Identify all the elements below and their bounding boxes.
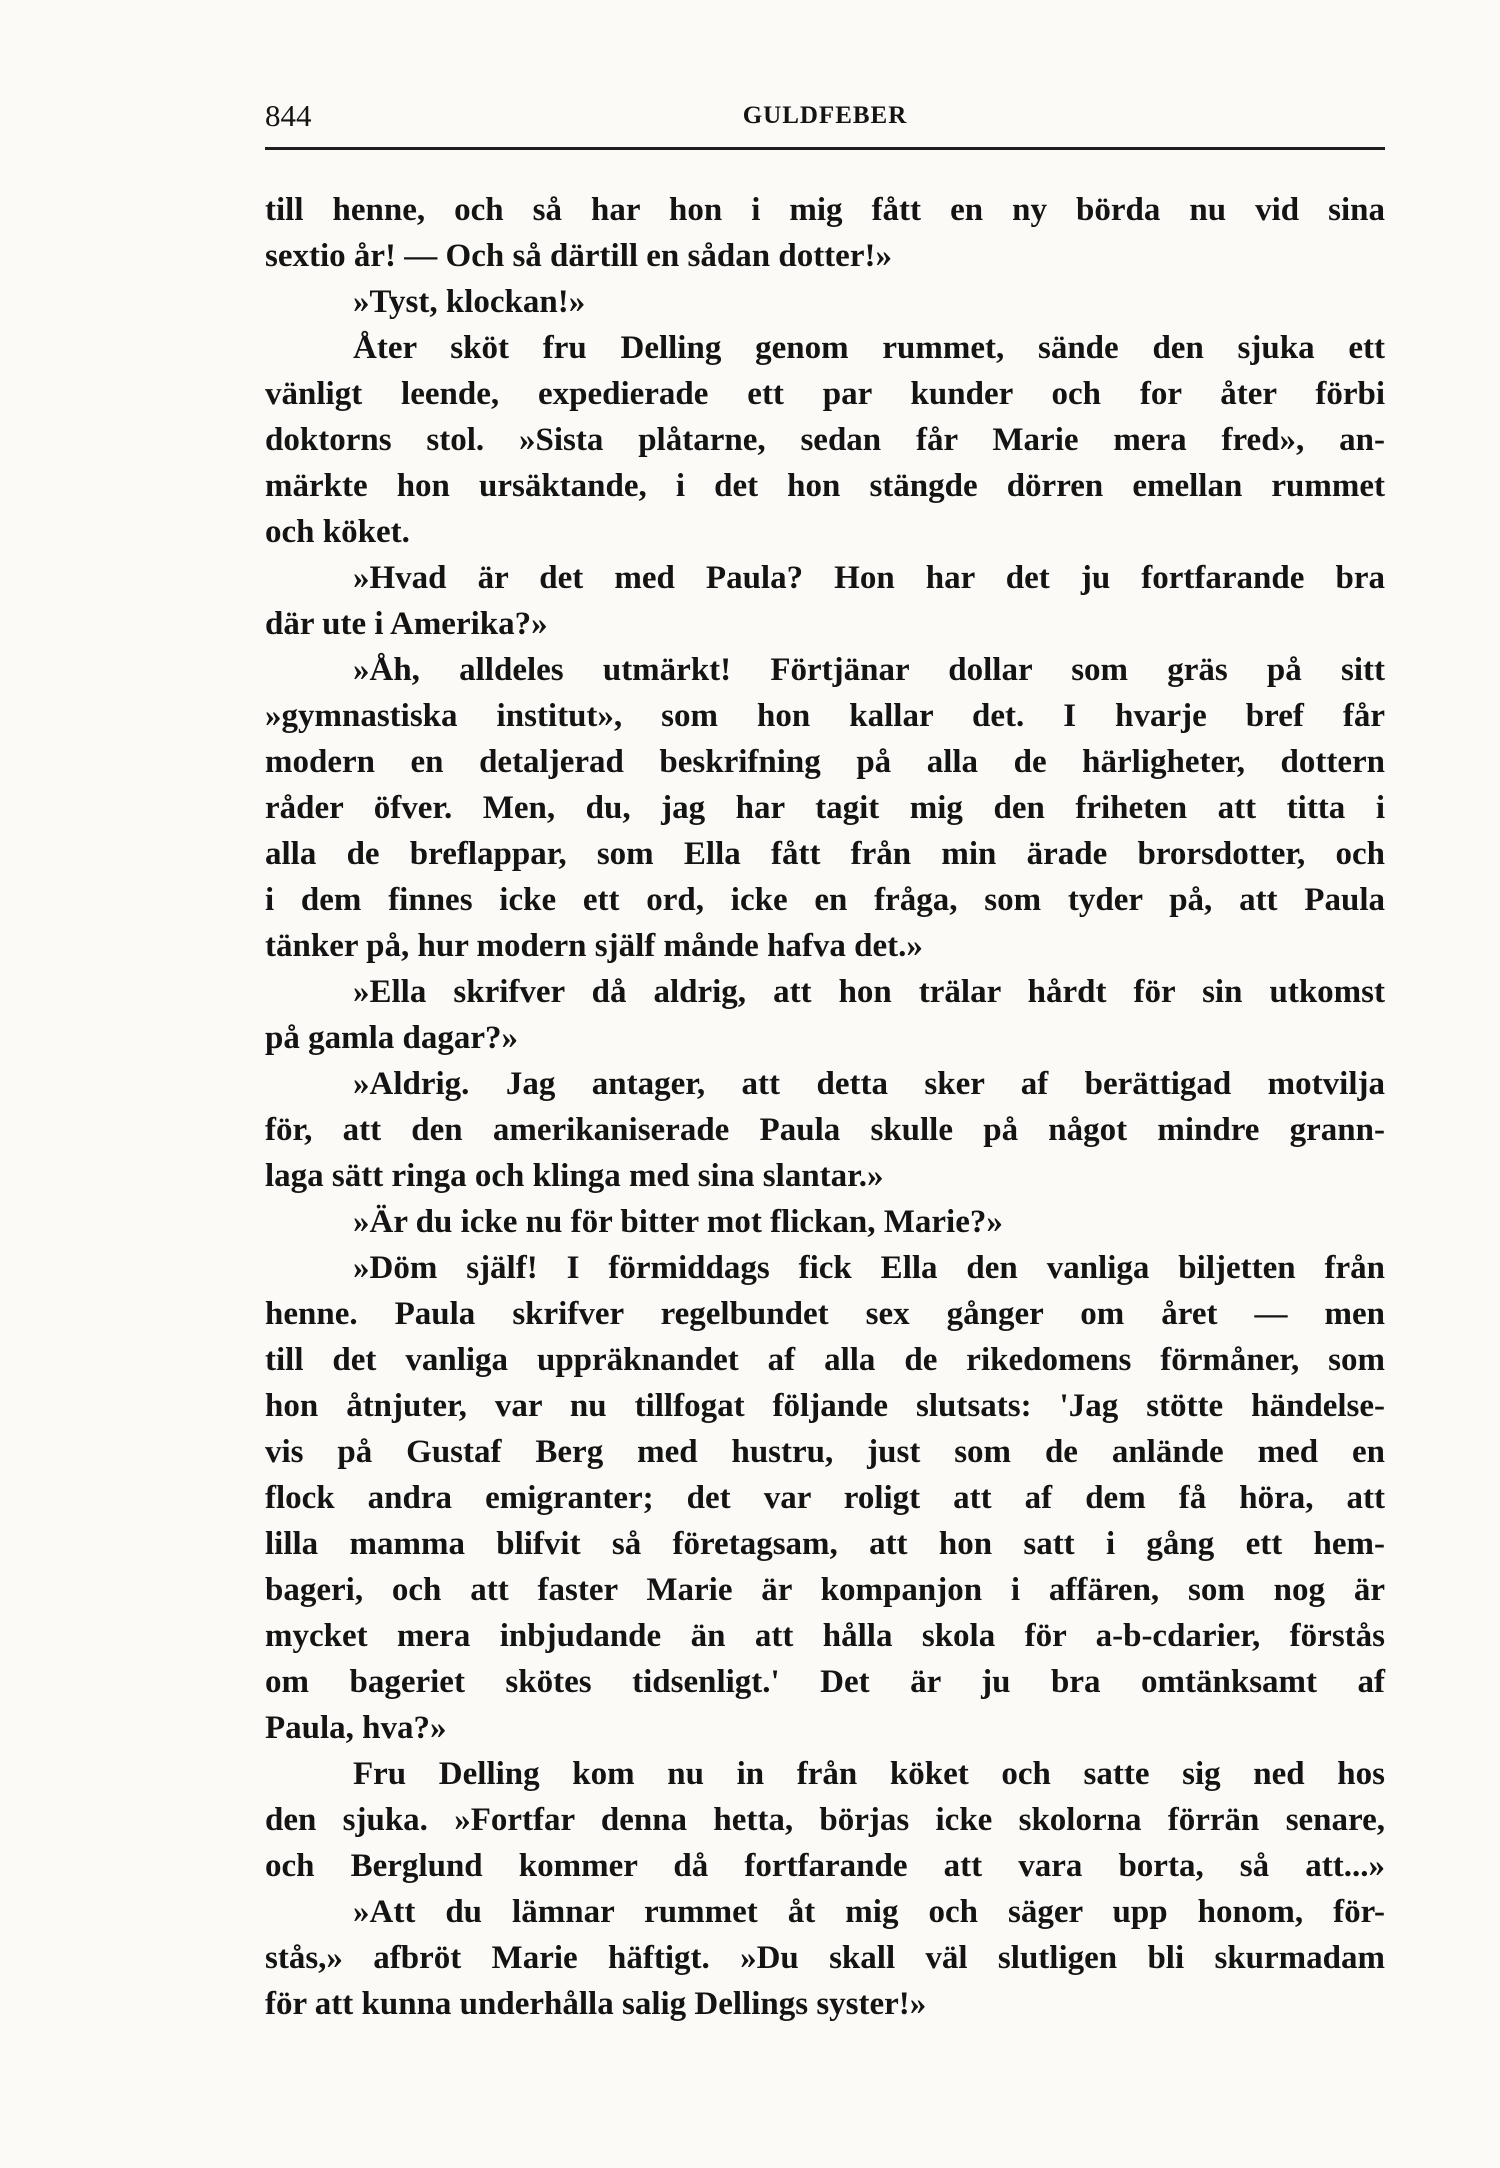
text-line: »gymnastiska institut», som hon kallar det. I hvarje bref får [265,698,1385,734]
text-line: vänligt leende, expedierade ett par kunder och for åter förbi [265,376,1385,412]
text-line: för, att den amerikaniserade Paula skulle på något mindre grann- [265,1112,1385,1148]
text-line: om bageriet skötes tidsenligt.' Det är ju bra omtänksamt af [265,1664,1385,1700]
body-text [265,187,1385,2027]
text-line: Åter sköt fru Delling genom rummet, sände den sjuka ett [353,330,1385,366]
text-line: vis på Gustaf Berg med hustru, just som de anlände med en [265,1434,1385,1470]
text-line: »Att du lämnar rummet åt mig och säger upp honom, för- [353,1894,1385,1930]
text-line: alla de breflappar, som Ella fått från min ärade brorsdotter, och [265,836,1385,872]
text-line: i dem finnes icke ett ord, icke en fråga, som tyder på, att Paula [265,882,1385,918]
text-line: »Ella skrifver då aldrig, att hon trälar hårdt för sin utkomst [353,974,1385,1010]
page-number: 844 [265,98,312,133]
text-line: tänker på, hur modern själf månde hafva det.» [265,928,923,964]
text-line: »Aldrig. Jag antager, att detta sker af berättigad motvilja [353,1066,1385,1102]
text-line: Fru Delling kom nu in från köket och satte sig ned hos [353,1756,1385,1792]
text-line: henne. Paula skrifver regelbundet sex gånger om året — men [265,1296,1385,1332]
text-line: mycket mera inbjudande än att hålla skola för a-b-cdarier, förstås [265,1618,1385,1654]
text-line: på gamla dagar?» [265,1020,519,1056]
text-line: lilla mamma blifvit så företagsam, att hon satt i gång ett hem- [265,1526,1385,1562]
text-line: »Hvad är det med Paula? Hon har det ju fortfarande bra [353,560,1385,596]
text-line: flock andra emigranter; det var roligt att af dem få höra, att [265,1480,1385,1516]
text-line: »Döm själf! I förmiddags fick Ella den vanliga biljetten från [353,1250,1385,1286]
header-rule [265,147,1385,150]
text-line: till henne, och så har hon i mig fått en ny börda nu vid sina [265,192,1385,228]
page-header [265,98,1385,144]
text-line: »Är du icke nu för bitter mot flickan, Marie?» [353,1204,1003,1240]
text-line: märkte hon ursäktande, i det hon stängde dörren emellan rummet [265,468,1385,504]
text-line: bageri, och att faster Marie är kompanjon i affären, som nog är [265,1572,1385,1608]
text-line: Paula, hva?» [265,1710,447,1746]
text-line: »Tyst, klockan!» [353,284,586,320]
text-line: för att kunna underhålla salig Dellings syster!» [265,1986,927,2022]
text-line: doktorns stol. »Sista plåtarne, sedan får Marie mera fred», an- [265,422,1385,458]
text-line: och Berglund kommer då fortfarande att vara borta, så att...» [265,1848,1385,1884]
text-line: sextio år! — Och så därtill en sådan dotter!» [265,238,892,274]
text-line: till det vanliga uppräknandet af alla de rikedomens förmåner, som [265,1342,1385,1378]
text-line: laga sätt ringa och klinga med sina slantar.» [265,1158,884,1194]
text-line: råder öfver. Men, du, jag har tagit mig den friheten att titta i [265,790,1385,826]
text-line: modern en detaljerad beskrifning på alla de härligheter, dottern [265,744,1385,780]
text-line: stås,» afbröt Marie häftigt. »Du skall väl slutligen bli skurmadam [265,1940,1385,1976]
text-line: där ute i Amerika?» [265,606,548,642]
text-line: den sjuka. »Fortfar denna hetta, börjas icke skolorna förrän senare, [265,1802,1385,1838]
text-line: »Åh, alldeles utmärkt! Förtjänar dollar som gräs på sitt [353,652,1385,688]
running-title: GULDFEBER [742,102,908,129]
text-line: hon åtnjuter, var nu tillfogat följande slutsats: 'Jag stötte händelse- [265,1388,1385,1424]
text-line: och köket. [265,514,410,550]
